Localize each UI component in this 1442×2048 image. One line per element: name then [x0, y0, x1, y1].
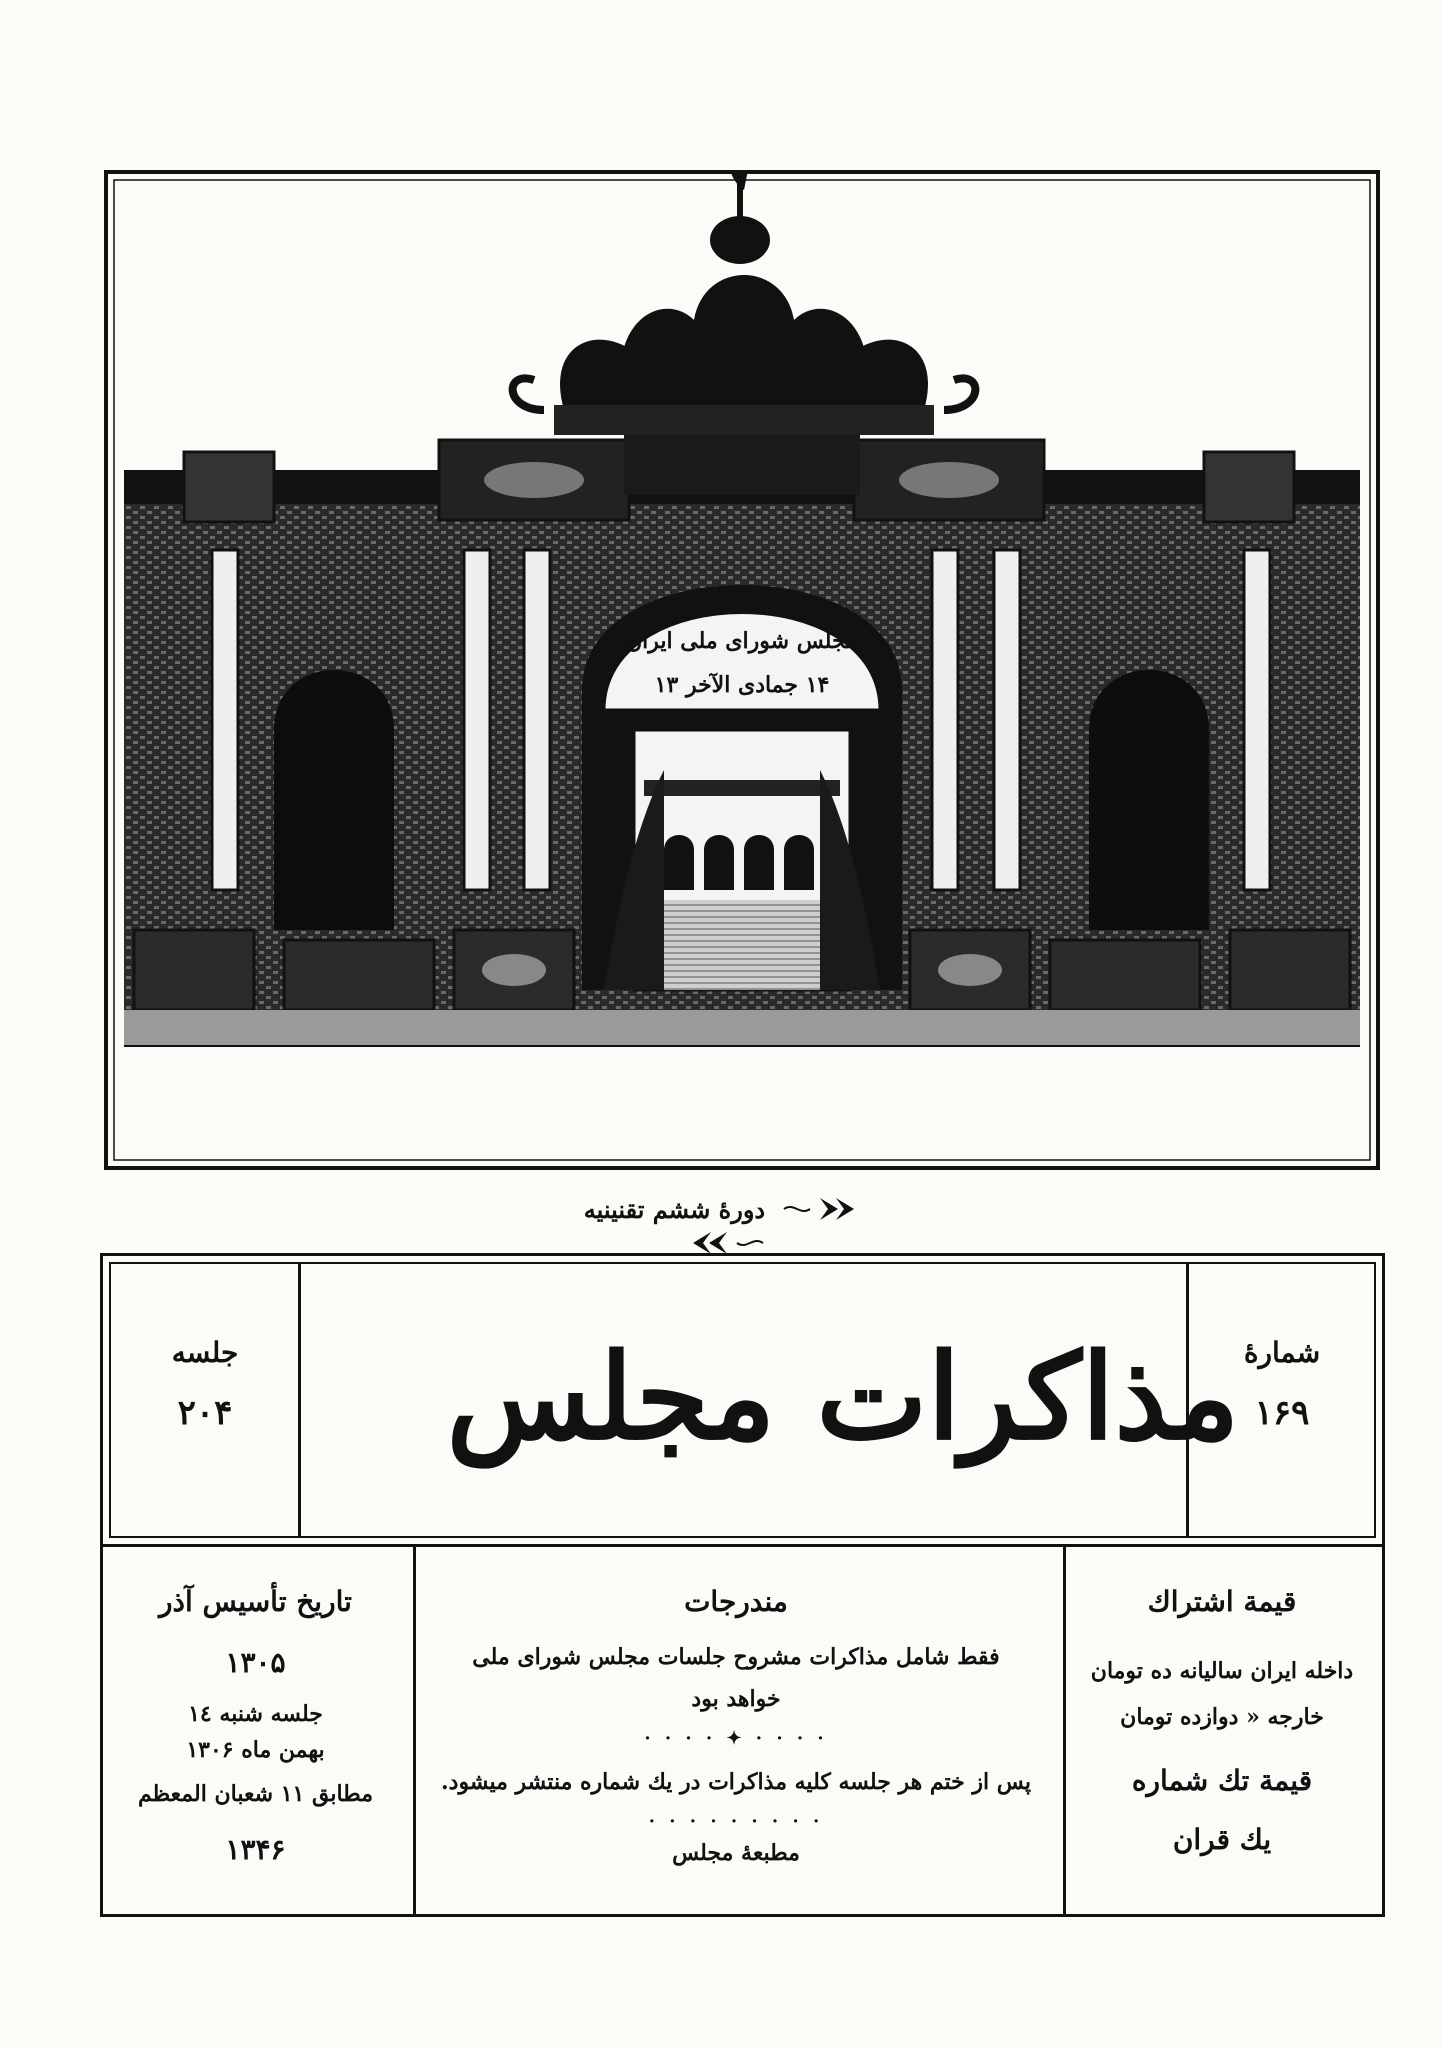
session-month: بهمن ماه ۱۳۰۶	[186, 1737, 325, 1763]
session-value: ۲۰۴	[177, 1393, 233, 1433]
single-copy-price: یك قران	[1172, 1823, 1272, 1856]
lunar-year: ۱۳۴۶	[225, 1833, 286, 1866]
newspaper-title: مذاکرات مجلس	[446, 1327, 1240, 1466]
contents-line-1: فقط شامل مذاکرات مشروح جلسات مجلس شورای ملی	[472, 1644, 1000, 1670]
issue-number-label: شمارهٔ	[1243, 1336, 1321, 1369]
subscription-domestic: داخله ایران سالیانه ده تومان	[1090, 1658, 1354, 1684]
contents-line-3: پس از ختم هر جلسه کلیه مذاکرات در یك شماره منتشر میشود.	[441, 1769, 1031, 1795]
printer-name: مطبعهٔ مجلس	[672, 1840, 800, 1866]
founding-year: ۱۳۰۵	[225, 1646, 286, 1679]
contents-box	[411, 1547, 1061, 1914]
flourish-ornament-right	[780, 1192, 870, 1226]
separator-dots: · · · · ✦ · · · ·	[644, 1728, 828, 1749]
period-heading	[540, 1192, 904, 1238]
subscription-box	[1062, 1547, 1382, 1914]
lunar-date: مطابق ۱۱ شعبان المعظم	[137, 1781, 373, 1807]
session-day: جلسه شنبه ۱٤	[188, 1701, 323, 1727]
contents-line-2: خواهد بود	[691, 1686, 781, 1712]
issue-number-value: ۱۶۹	[1254, 1393, 1310, 1433]
masthead	[100, 1253, 1385, 1547]
arch-inscription-date: ۱۴ جمادی الآخر ۱۳	[654, 672, 830, 698]
info-panel	[100, 1547, 1385, 1917]
arch-inscription-top: مجلس شورای ملی ایران	[625, 628, 859, 654]
dates-box	[100, 1547, 411, 1914]
right-niche	[1089, 670, 1209, 930]
subscription-heading: قیمة اشتراك	[1147, 1585, 1297, 1618]
crown-ornament	[513, 216, 976, 435]
period-title: دورهٔ ششم تقنينيه	[583, 1194, 766, 1224]
session-number	[115, 1336, 295, 1433]
founding-heading: تاریخ تأسیس آذر	[159, 1585, 352, 1618]
session-label: جلسه	[171, 1336, 239, 1369]
separator-dots-2: · · · · · · · · ·	[648, 1811, 824, 1832]
title-block	[403, 1268, 1283, 1536]
subscription-foreign: خارجه « دوازده تومان	[1120, 1704, 1324, 1730]
issue-number	[1192, 1336, 1372, 1433]
contents-heading: مندرجات	[684, 1585, 788, 1618]
single-copy-heading: قیمة تك شماره	[1131, 1764, 1313, 1797]
parliament-gate-engraving	[104, 170, 1380, 1170]
left-niche	[274, 670, 394, 930]
